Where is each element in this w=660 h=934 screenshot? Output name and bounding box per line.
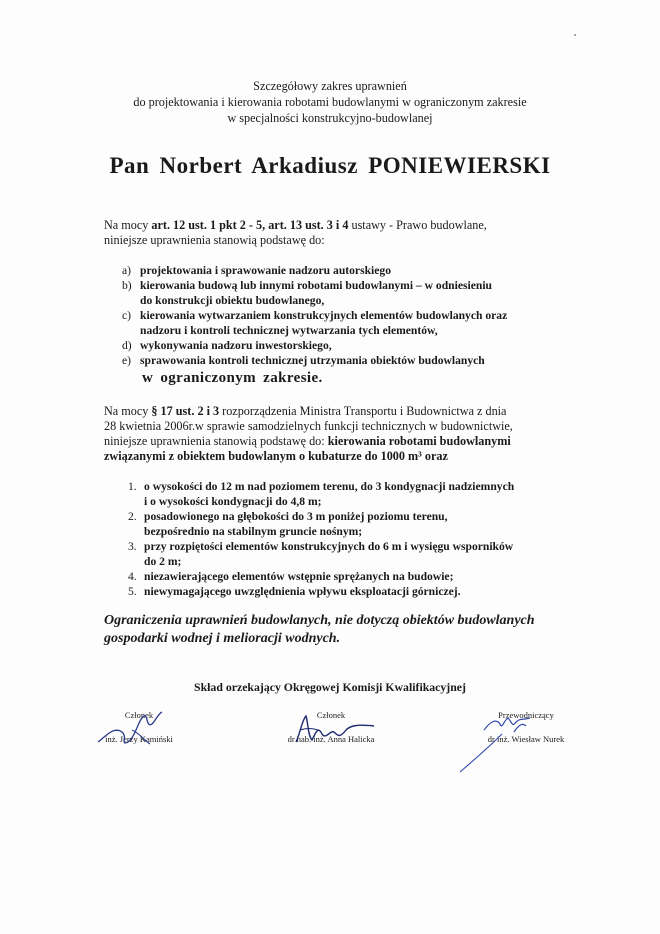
signatory-role: Członek: [316, 710, 346, 720]
document-header: [0, 78, 660, 126]
basis1-post: ustawy - Prawo budowlane,: [348, 218, 487, 232]
scope-list: [122, 263, 507, 368]
conditions-list: [128, 479, 598, 599]
legal-basis-1: [104, 218, 487, 248]
signature-1-image: [92, 706, 172, 750]
signatory-name: inż. Jerzy Kamiński: [105, 734, 173, 744]
signatory-name: dr hab. inż. Anna Halicka: [287, 734, 375, 744]
signatory-role: Członek: [124, 710, 154, 720]
person-name: Pan Norbert Arkadiusz PONIEWIERSKI: [109, 153, 551, 178]
list-item: 3. przy rozpiętości elementów konstrukcyjnych do 6 m i wysięgu wsporników: [128, 540, 514, 553]
header-line-2: do projektowania i kierowania robotami budowlanymi w ograniczonym zakresie: [133, 95, 527, 109]
signatory-role: Przewodniczący: [498, 710, 554, 720]
basis1-ref: art. 12 ust. 1 pkt 2 - 5, art. 13 ust. 3 i 4: [151, 218, 349, 232]
board-title: Skład orzekający Okręgowej Komisji Kwalifikacyjnej: [194, 680, 466, 694]
list-item-continuation: nadzoru i kontroli technicznej wytwarzania tych elementów,: [140, 324, 438, 337]
list-item: 2. posadowionego na głębokości do 3 m poniżej poziomu terenu,: [128, 510, 448, 523]
limitation-note: Ograniczenia uprawnień budowlanych, nie dotyczą obiektów budowlanych gospodarki wodnej i melioracji wodnych.: [104, 613, 535, 646]
list-item: 5. niewymagającego uwzględnienia wpływu eksploatacji górniczej.: [128, 585, 461, 598]
scan-speck: [574, 34, 576, 36]
legal-basis-2: Na mocy § 17 ust. 2 i 3 rozporządzenia Ministra Transportu i Budownictwa z dnia 28 kwietnia 2006r.w sprawie samodzielnych funkcji technicznych w budownictwie, niniejsze uprawnienia stanowią podstawę do: kierowania robotami budowlanymi związanymi z obiektem budowlanym o kubaturze do 1000 m³ oraz: [104, 404, 513, 463]
list-item-continuation: bezpośrednio na stabilnym gruncie nośnym;: [144, 525, 363, 538]
list-item: 4. niezawierającego elementów wstępnie sprężanych na budowie;: [128, 570, 454, 583]
basis1-line2: niniejsze uprawnienia stanowią podstawę do:: [104, 233, 325, 247]
header-line-3: w specjalności konstrukcyjno-budowlanej: [227, 111, 433, 125]
list-item: a) projektowania i sprawowanie nadzoru autorskiego: [122, 264, 391, 277]
limited-scope-label: w ograniczonym zakresie.: [142, 370, 323, 386]
list-item: 1. o wysokości do 12 m nad poziomem terenu, do 3 kondygnacji nadziemnych: [128, 480, 515, 493]
list-item: d) wykonywania nadzoru inwestorskiego,: [122, 339, 332, 352]
list-item: c) kierowania wytwarzaniem konstrukcyjnych elementów budowlanych oraz: [122, 309, 508, 322]
list-item: b) kierowania budową lub innymi robotami budowlanymi – w odniesieniu: [122, 279, 492, 292]
list-item-continuation: do 2 m;: [144, 555, 182, 568]
basis1-pre: Na mocy: [104, 218, 152, 232]
signatory-name: dr inż. Wiesław Nurek: [487, 734, 565, 744]
header-line-1: Szczegółowy zakres uprawnień: [253, 79, 407, 93]
signature-2-image: [290, 712, 380, 748]
signature-3-image: [444, 708, 554, 780]
list-item-continuation: do konstrukcji obiektu budowlanego,: [140, 294, 325, 307]
list-item: e) sprawowania kontroli technicznej utrzymania obiektów budowlanych: [122, 354, 485, 367]
list-item-continuation: i o wysokości kondygnacji do 4,8 m;: [144, 495, 322, 508]
